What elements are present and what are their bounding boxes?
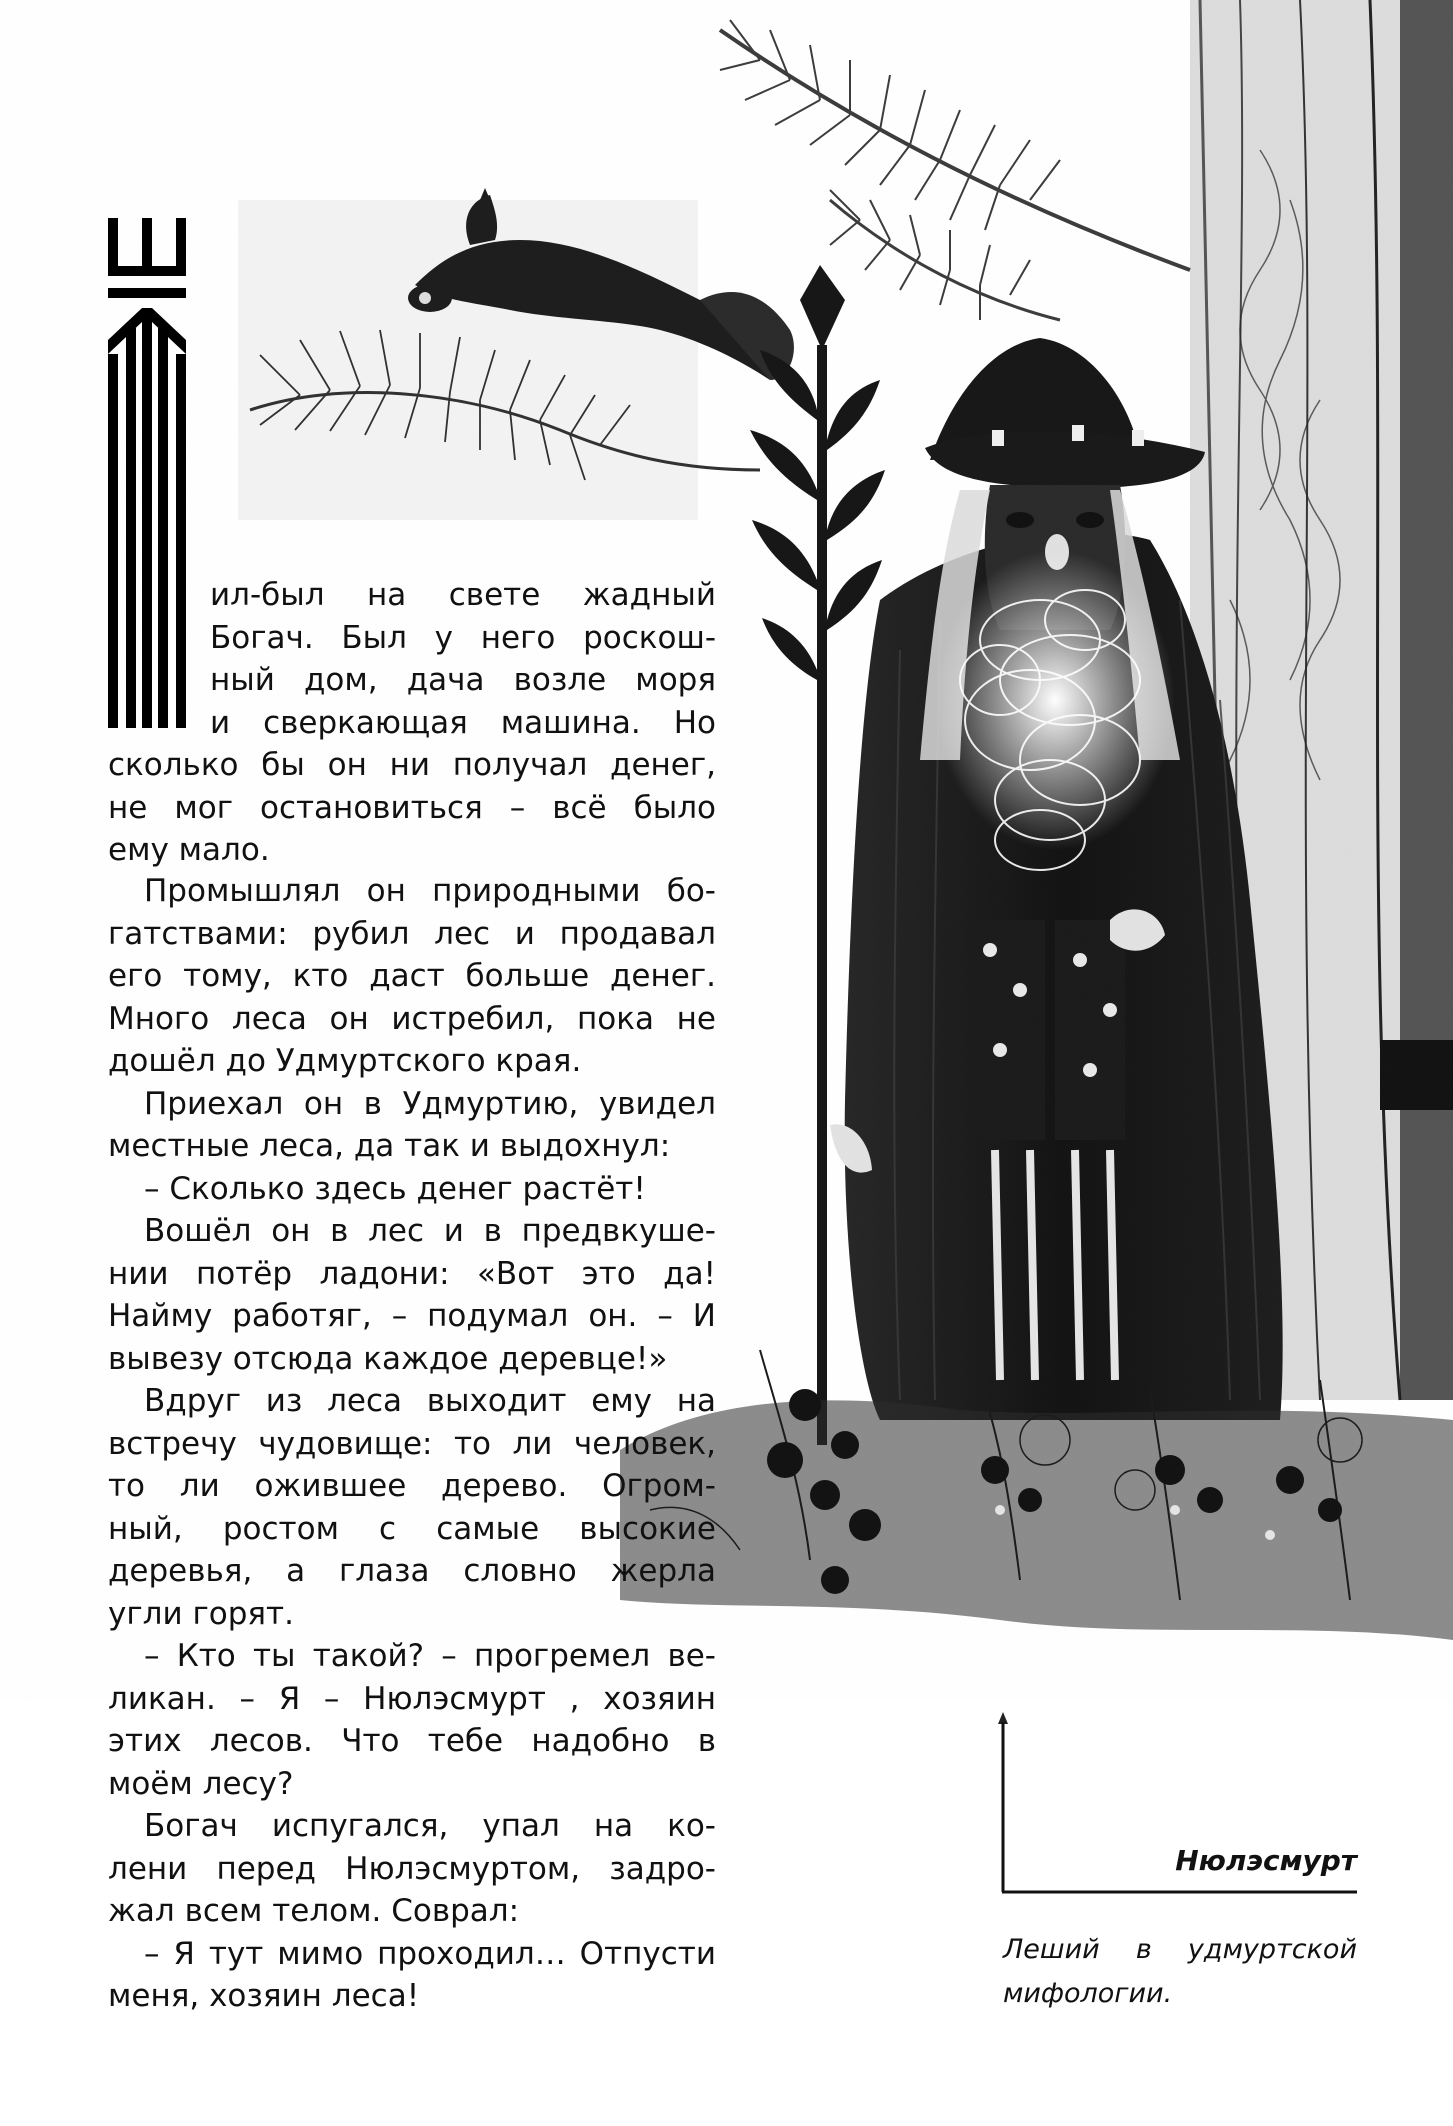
paragraph	[108, 1083, 716, 1168]
text-line: ликан. – Я – Нюлэсмурт , хозяин	[108, 1680, 716, 1717]
paragraph	[108, 1933, 716, 2018]
drop-cap-letter	[108, 218, 186, 728]
text-line: нии потёр ладони: «Вот это да!	[108, 1255, 716, 1292]
paragraph	[108, 1635, 716, 1805]
text-line: вывезу отсюда каждое деревце!»	[108, 1340, 668, 1377]
paragraph	[108, 1210, 716, 1380]
paragraph	[108, 1380, 716, 1635]
text-line: лени перед Нюлэсмуртом, задро-	[108, 1850, 716, 1887]
text-line: Много леса он истребил, пока не	[108, 1000, 716, 1037]
text-line: – Сколько здесь денег растёт!	[144, 1170, 646, 1207]
paragraph	[108, 1168, 716, 1211]
caption-arrow-icon	[995, 1708, 1365, 1908]
paragraph	[108, 870, 716, 1083]
text-line: ный, ростом с самые высокие	[108, 1510, 716, 1547]
text-line: моём лесу?	[108, 1765, 294, 1802]
text-line: меня, хозяин леса!	[108, 1978, 420, 2014]
text-line: жал всем телом. Соврал:	[108, 1893, 520, 1929]
text-line: Богач. Был у него роскош-	[210, 619, 716, 656]
text-line: ил-был на свете жадный	[210, 577, 716, 613]
text-line: встречу чудовище: то ли человек,	[108, 1425, 716, 1462]
text-line: дошёл до Удмуртского края.	[108, 1043, 582, 1079]
text-line: его тому, кто даст больше денег.	[108, 958, 716, 994]
text-line: и сверкающая машина. Но	[210, 704, 716, 741]
text-line: сколько бы он ни получал денег,	[108, 747, 716, 783]
caption-description	[1003, 1928, 1357, 2016]
caption-title: Нюлэсмурт	[1175, 1844, 1357, 1877]
text-line: не мог остановиться – всё было	[108, 789, 716, 826]
text-line: деревья, а глаза словно жерла	[108, 1553, 716, 1589]
paragraph	[108, 1805, 716, 1933]
first-paragraph	[210, 574, 716, 744]
text-line: угли горят.	[108, 1595, 294, 1632]
text-line: этих лесов. Что тебе надобно в	[108, 1723, 716, 1759]
first-paragraph-continued	[108, 744, 716, 872]
text-line: ему мало.	[108, 832, 270, 868]
text-line: Приехал он в Удмуртию, увидел	[144, 1085, 716, 1122]
text-line: то ли ожившее дерево. Огром-	[108, 1468, 716, 1504]
text-line: гатствами: рубил лес и продавал	[108, 915, 716, 952]
caption-line: мифологии.	[1003, 1978, 1173, 2009]
text-line: ный дом, дача возле моря	[210, 662, 716, 698]
text-line: – Кто ты такой? – прогремел ве-	[144, 1638, 716, 1674]
story-body	[108, 870, 716, 2018]
text-line: Промышлял он природными бо-	[144, 873, 716, 909]
text-line: Вошёл он в лес и в предвкуше-	[144, 1213, 716, 1249]
text-line: местные леса, да так и выдохнул:	[108, 1128, 671, 1164]
text-line: Вдруг из леса выходит ему на	[144, 1383, 716, 1419]
text-line: – Я тут мимо проходил… Отпусти	[144, 1935, 716, 1972]
text-line: Найму работяг, – подумал он. – И	[108, 1298, 716, 1334]
text-line: Богач испугался, упал на ко-	[144, 1808, 716, 1844]
caption-line: Леший в удмуртской	[1003, 1934, 1357, 1965]
